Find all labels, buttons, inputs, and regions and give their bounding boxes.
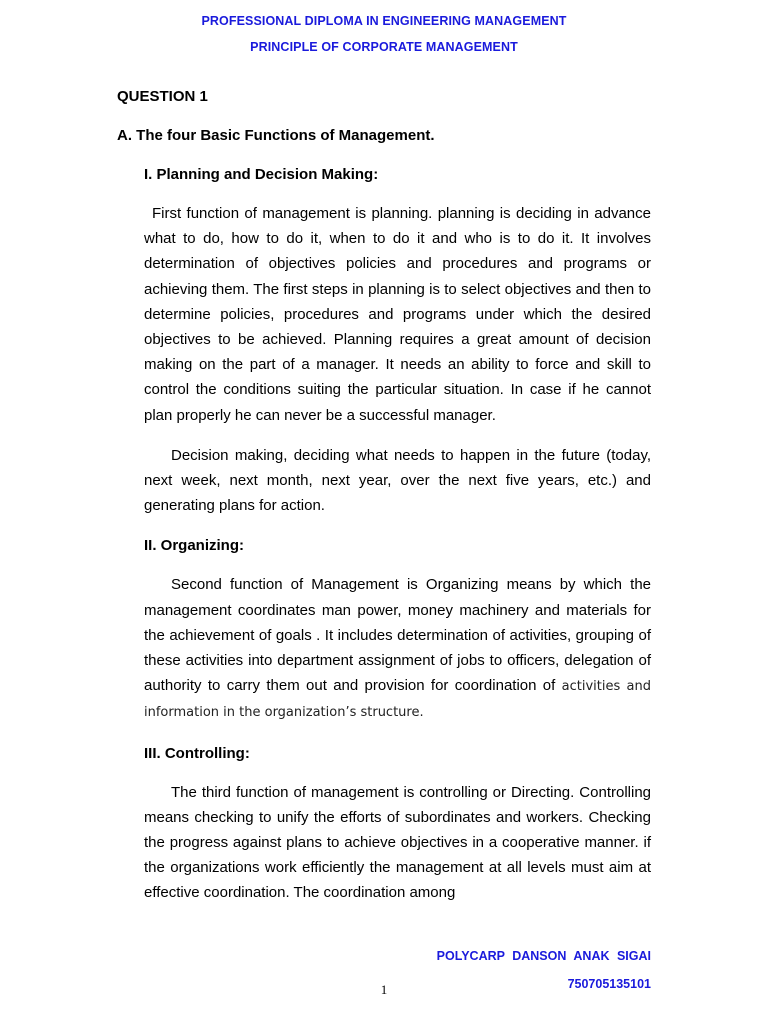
planning-heading: I. Planning and Decision Making:	[144, 166, 379, 183]
question-title: QUESTION 1	[117, 88, 208, 105]
controlling-heading: III. Controlling:	[144, 744, 250, 762]
section-organizing	[144, 533, 651, 725]
controlling-paragraph-1: The third function of management is controlling or Directing. Controlling means checking to unify the efforts of subordinates and workers. Checking the progress against plans to achieve objectives in a cooperative manner. if the organizations work efficiently the management at all levels must aim at effective coordination. The coordination among	[144, 783, 651, 902]
section-planning	[144, 162, 651, 518]
page-number: 1	[380, 982, 388, 997]
header-course-title: PRINCIPLE OF CORPORATE MANAGEMENT	[250, 40, 518, 54]
planning-paragraph-2: Decision making, deciding what needs to happen in the future (today, next week, next month, next year, over the next five years, etc.) and generating plans for action.	[144, 446, 651, 515]
planning-paragraph-1: First function of management is planning. planning is deciding in advance what to do, how to do it, when to do it and who is to do it. It involves determination of objectives policies and procedures and programs or achieving them. The first steps in planning is to select objectives and then to determine policies, procedures and programs under which the desired objectives to be achieved. Planning requires a great amount of decision making on the part of a manager. It needs an ability to force and skill to control the conditions suiting the particular situation. In case if he cannot plan properly he can never be a successful manager.	[144, 205, 651, 424]
footer-author-name: POLYCARP DANSON ANAK SIGAI	[436, 949, 651, 963]
organizing-paragraph-tail: activities and information in the organization’s structure.	[144, 679, 651, 721]
footer-student-id: 750705135101	[567, 977, 651, 991]
section-controlling	[144, 741, 651, 906]
document-body	[117, 84, 651, 921]
part-a-title: A. The four Basic Functions of Management.	[117, 127, 435, 144]
organizing-heading: II. Organizing:	[144, 537, 244, 555]
header-diploma-title: PROFESSIONAL DIPLOMA IN ENGINEERING MANAGEMENT	[201, 14, 567, 28]
organizing-paragraph-text: Second function of Management is Organizing means by which the management coordinates man power, money machinery and materials for the achievement of goals . It includes determination of activities, grouping of these activities into department assignment of jobs to officers, delegation of authority to carry them out and provision for coordination of	[144, 576, 651, 695]
organizing-paragraph-1	[144, 572, 651, 725]
page-header	[0, 8, 768, 60]
